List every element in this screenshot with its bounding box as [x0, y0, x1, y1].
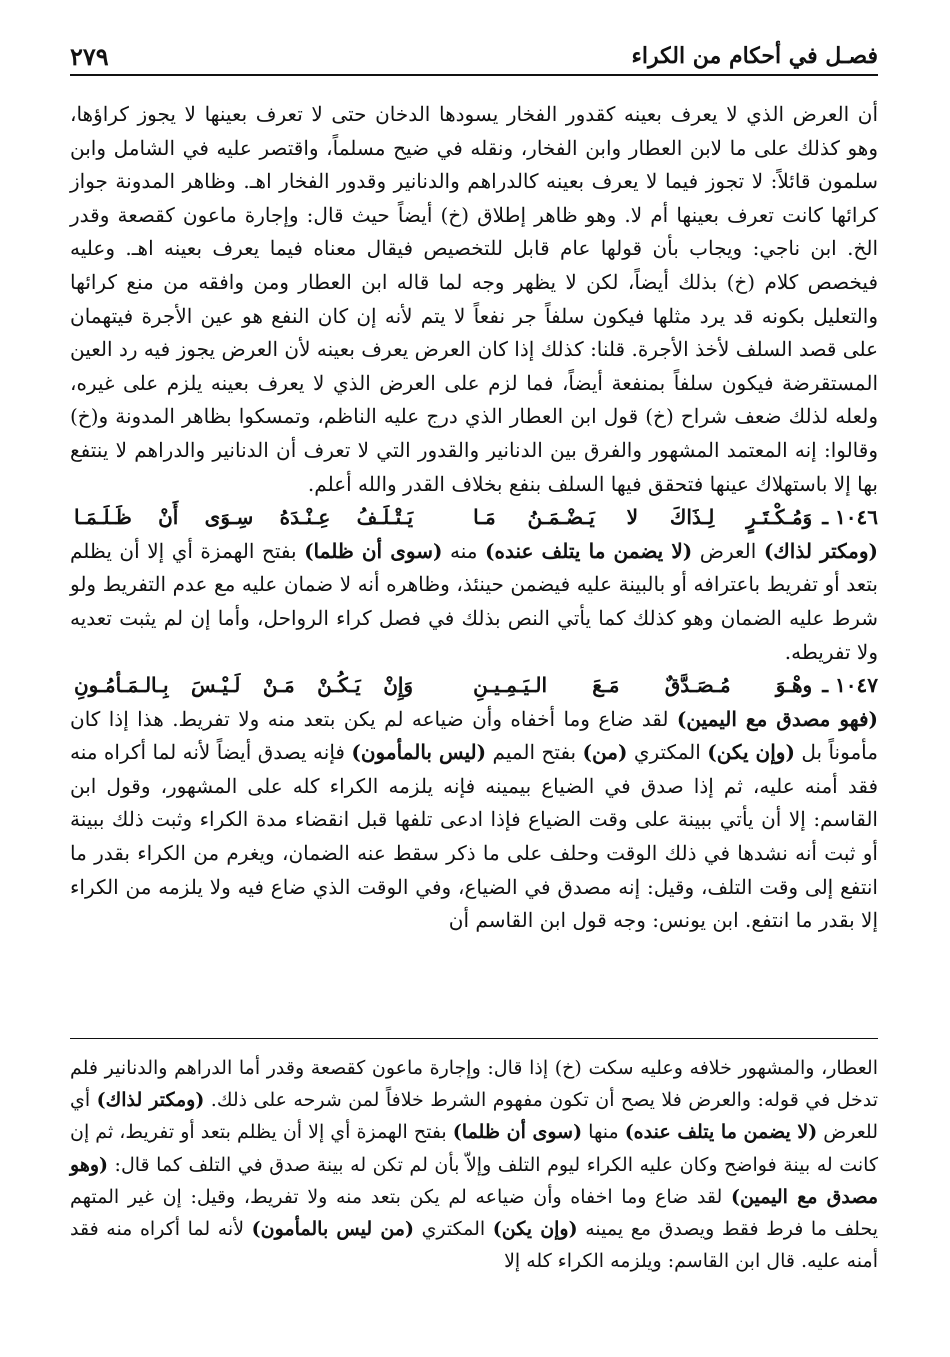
verse-number: ١٠٤٦ ـ — [822, 505, 878, 530]
text-run: لقد ضاع وما أخفاه وأن ضياعه لم يكن بتعد منه ولا تفريط. هذا إذا كان مأموناً بل — [70, 706, 878, 765]
footnote-separator — [70, 1038, 878, 1039]
quoted-term: (ومكتر لذاك) — [763, 538, 879, 563]
quoted-term: (وإن يكن) — [707, 740, 795, 765]
page-header — [70, 38, 878, 76]
text-run: منها — [582, 1121, 625, 1144]
quoted-term: (وإن يكن) — [492, 1218, 578, 1241]
text-run: المكتري — [413, 1218, 493, 1241]
text-run: بفتح الميم — [486, 740, 583, 765]
text-run: لأنه لما أكراه منه فقد أمنه عليه. قال ابن القاسم: ويلزمه الكراء كله إلا — [70, 1218, 878, 1273]
verse-hemistich-second: وَإِنْ يَـكُـنْ مَـنْ لَـيْـسَ بِـالـمَـأمُـونِ — [73, 673, 414, 698]
quoted-term: (من ليس بالمأمون) — [251, 1218, 414, 1241]
quoted-term: (سوى أن ظلما) — [452, 1121, 583, 1144]
quoted-term: (لا يضمن ما يتلف عنده) — [485, 538, 693, 563]
text-run: فإنه يصدق أيضاً لأنه لما أكراه منه فقد أمنه عليه، ثم إذا صدق في الضياع بيمينه فإنه يلزمه الكراء كله على المشهور، وقول ابن القاسم: إلا أن يأتي ببينة على وقت الضياع فإذا ادعى تلفها قبل انقضاء مدة الكراء وثبت ذلك ببينة أو ثبت أنه نشدها في ذلك الوقت وحلف على ما ذكر سقط عنه الضمان، ويغرم من الكراء بقدر ما انتفع إلى وقت التلف، وقيل: إنه مصدق في الضياع، وفي الوقت الذي ضاع فيه ولا يلزمه من الكراء إلا بقدر ما انتفع. ابن يونس: وجه قول ابن القاسم أن — [70, 740, 878, 933]
quoted-term: (ومكتر لذاك) — [96, 1089, 205, 1112]
verse-hemistich-first: وَمُـكْـتَـرٍ لِـذَاكَ لا يَـضْـمَـنُ مَـا — [473, 505, 813, 530]
text-run: منه — [442, 538, 485, 563]
footnote-text — [70, 1052, 878, 1277]
quoted-term: (من) — [582, 740, 628, 765]
main-text — [70, 98, 878, 938]
running-title: فصـل في أحكام من الكراء — [631, 43, 878, 69]
quoted-term: (وهو مصدق مع اليمين) — [70, 1153, 878, 1208]
text-run: بفتح الهمزة أي إلا أن يظلم بتعد أو تفريط، ثم إن كانت له بينة فواضح وكان عليه الكراء ليوم التلف وإلاّ بأن لم تكن له بينة صدق في التلف كما قال: — [70, 1121, 878, 1176]
text-run: العرض — [692, 538, 764, 563]
verse-1047 — [70, 669, 878, 703]
verse-hemistich-first: وهْـوَ مُـصَـدَّقٌ مَـعَ الـيَـمِـيـنِ — [473, 673, 813, 698]
quoted-term: (سوى أن ظلما) — [304, 538, 443, 563]
paragraph-commentary-1047 — [70, 703, 878, 938]
quoted-term: (فهو مصدق مع اليمين) — [676, 706, 878, 731]
text-run: لقد ضاع وما اخفاه وأن ضياعه لم يكن بتعد منه ولا تفريط، وقيل: إن غير المتهم يحلف ما فرط فقط ويصدق مع يمينه — [70, 1185, 878, 1241]
footnotes — [70, 1052, 878, 1277]
verse-1046 — [70, 501, 878, 535]
text-run: العطار، والمشهور خلافه وعليه سكت (خ) إذا قال: وإجارة ماعون كقصعة وقدر أما الدراهم والدنانير فلم تدخل في قوله: والعرض فلا يصح أن تكون مفهوم الشرط خلافاً لمن شرحه على ذلك. — [70, 1057, 878, 1112]
verse-number: ١٠٤٧ ـ — [822, 673, 878, 698]
text-run: أي للعرض — [70, 1089, 878, 1144]
paragraph-commentary-1046 — [70, 535, 878, 669]
page-number: ٢٧٩ — [70, 41, 109, 71]
text-run: بفتح الهمزة أي إلا أن يظلم بتعد أو تفريط باعترافه أو بالبينة عليه فيضمن حينئذ، وظاهره أنه لا ضمان عليه مع عدم التفريط ولو شرط عليه الضمان وهو كذلك كما يأتي النص بذلك في فصل كراء الرواحل، وأما إن لم يثبت تعديه ولا تفريطه. — [70, 538, 878, 664]
text-run: المكتري — [627, 740, 708, 765]
verse-hemistich-second: يَـتْـلَـفُ عِـنْـدَهُ سِـوَى أَنْ ظَـلَـمَـا — [73, 505, 414, 530]
quoted-term: (لا يضمن ما يتلف عنده) — [624, 1121, 818, 1144]
quoted-term: (ليس بالمأمون) — [351, 740, 487, 765]
paragraph-intro: أن العرض الذي لا يعرف بعينه كقدور الفخار يسودها الدخان حتى لا تعرف بعينها لا يجوز كراؤها، وهو كذلك على ما لابن العطار وابن الفخار، ونقله في ضيح مسلماً، واقتصر عليه في الشامل وابن سلمون قائلاً: لا تجوز فيما لا يعرف بعينه كالدراهم والدنانير وقدور الفخار اهـ. وظاهر المدونة جواز كرائها كانت تعرف بعينها أم لا. وهو ظاهر إطلاق (خ) أيضاً حيث قال: وإجارة ماعون كقصعة وقدر الخ. ابن ناجي: ويجاب بأن قولها عام قابل للتخصيص فيقال معناه فيما يعرف بعينه اهـ. وعليه فيخصص كلام (خ) بذلك أيضاً، لكن لا يظهر وجه لما قاله ابن العطار ومن وافقه من منع كرائها والتعليل بكونه قد يرد مثلها فيكون سلفاً جر نفعاً لا يتم لأنه إن كان النفع هو عين الأجرة فيتهمان على قصد السلف لأخذ الأجرة. قلنا: كذلك إذا كان العرض يعرف بعينه لأن العرض يجوز فيه رد العين المستقرضة فيكون سلفاً بمنفعة أيضاً، فما لزم على العرض الذي لا يعرف بعينه يلزم على غيره، ولعله لذلك ضعف شراح (خ) قول ابن العطار الذي درج عليه الناظم، وتمسكوا بظاهر المدونة و(خ) وقالوا: إنه المعتمد المشهور والفرق بين الدنانير والقدور التي لا تعرف أن الدنانير والدراهم لا ينتفع بها إلا باستهلاك عينها فتحقق فيها السلف بنفع بخلاف القدر والله أعلم. — [70, 102, 878, 496]
